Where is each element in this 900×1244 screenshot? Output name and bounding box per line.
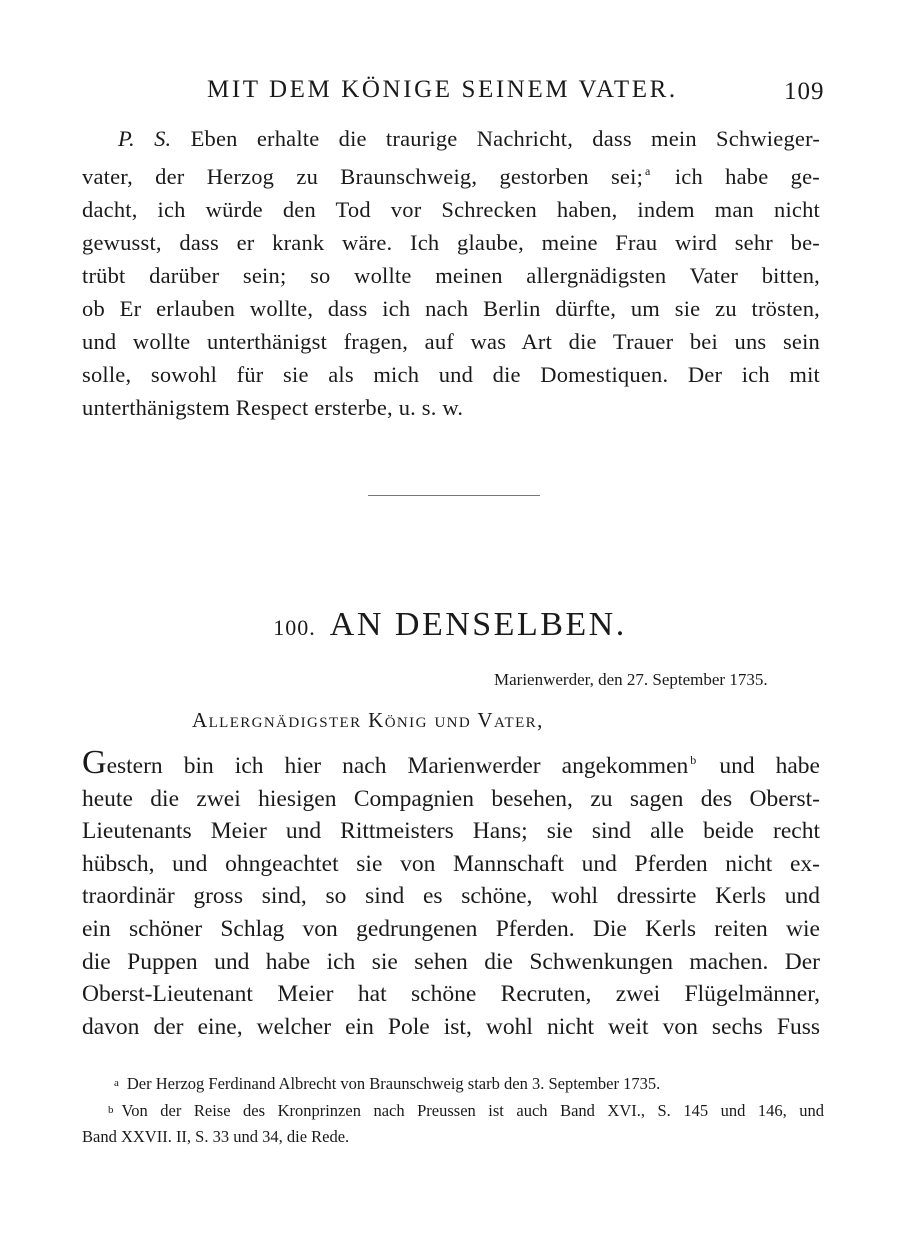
- letter-salutation: Allergnädigster König und Vater,: [192, 708, 544, 732]
- text-line: ob Er erlauben wollte, dass ich nach Berlin dürfte, um sie zu trösten,: [82, 296, 820, 321]
- text-line: [82, 122, 820, 155]
- text-line: Oberst-Lieutenant Meier hat schöne Recruten, zwei Flügelmänner,: [82, 981, 820, 1008]
- drop-cap: G: [82, 744, 107, 781]
- text-line: solle, sowohl für sie als mich und die Domestiquen. Der ich mit: [82, 362, 820, 387]
- text-line: [82, 155, 820, 193]
- page-number: 109: [784, 78, 825, 105]
- letter-dateline: Marienwerder, den 27. September 1735.: [494, 670, 768, 689]
- footnote-mark: b: [108, 1104, 114, 1116]
- letter-title: AN DENSELBEN.: [329, 606, 627, 643]
- text-line: [82, 744, 820, 783]
- text-line: davon der eine, welcher ein Pole ist, wohl nicht weit von sechs Fuss: [82, 1013, 820, 1040]
- footnote-reference: b: [690, 753, 697, 767]
- footnote-a: [82, 1070, 824, 1097]
- text-line-content: vater, der Herzog zu Braunschweig, gestorben sei;: [82, 164, 644, 189]
- text-line: heute die zwei hiesigen Compagnien besehen, zu sagen des Oberst-: [82, 785, 820, 812]
- text-line: ein schöner Schlag von gedrungenen Pferden. Die Kerls reiten wie: [82, 915, 820, 942]
- text-line: dacht, ich würde den Tod vor Schrecken haben, indem man nicht: [82, 197, 820, 222]
- text-line-content: Eben erhalte die traurige Nachricht, dass mein Schwieger-: [190, 126, 821, 151]
- letter-number: 100.: [273, 615, 316, 640]
- text-line: trübt darüber sein; so wollte meinen allergnädigsten Vater bitten,: [82, 263, 820, 288]
- text-line-content: ich habe ge-: [674, 164, 820, 189]
- running-title: MIT DEM KÖNIGE SEINEM VATER.: [207, 76, 678, 103]
- text-line: und wollte unterthänigst fragen, auf was Art die Trauer bei uns sein: [82, 329, 820, 354]
- footnotes: [82, 1070, 824, 1150]
- text-line: traordinär gross sind, so sind es schöne, wohl dressirte Kerls und: [82, 883, 820, 910]
- section-divider: [368, 495, 540, 496]
- text-line: unterthänigstem Respect ersterbe, u. s. w.: [82, 395, 464, 420]
- footnote-text: Von der Reise des Kronprinzen nach Preussen ist auch Band XVI., S. 145 und 146, und: [121, 1101, 824, 1120]
- letter-body: [82, 744, 820, 1043]
- text-line-content: estern bin ich hier nach Marienwerder angekommen: [106, 753, 689, 779]
- footnote-reference: a: [645, 164, 651, 178]
- postscript-paragraph: [82, 122, 820, 424]
- text-line: Lieutenants Meier und Rittmeisters Hans; sie sind alle beide recht: [82, 818, 820, 845]
- text-line: hübsch, und ohngeachtet sie von Mannschaft und Pferden nicht ex-: [82, 850, 820, 877]
- footnote-mark: a: [114, 1077, 119, 1089]
- footnote-b: [82, 1097, 824, 1124]
- letter-heading: [0, 606, 900, 644]
- postscript-mark: P. S.: [118, 126, 172, 151]
- text-line: die Puppen und habe ich sie sehen die Schwenkungen machen. Der: [82, 948, 820, 975]
- running-head: [0, 76, 900, 110]
- footnote-text: Der Herzog Ferdinand Albrecht von Braunschweig starb den 3. September 1735.: [126, 1074, 661, 1093]
- text-line-content: und habe: [719, 753, 820, 779]
- footnote-b-continuation: Band XXVII. II, S. 33 und 34, die Rede.: [82, 1127, 350, 1146]
- text-line: gewusst, dass er krank wäre. Ich glaube, meine Frau wird sehr be-: [82, 230, 820, 255]
